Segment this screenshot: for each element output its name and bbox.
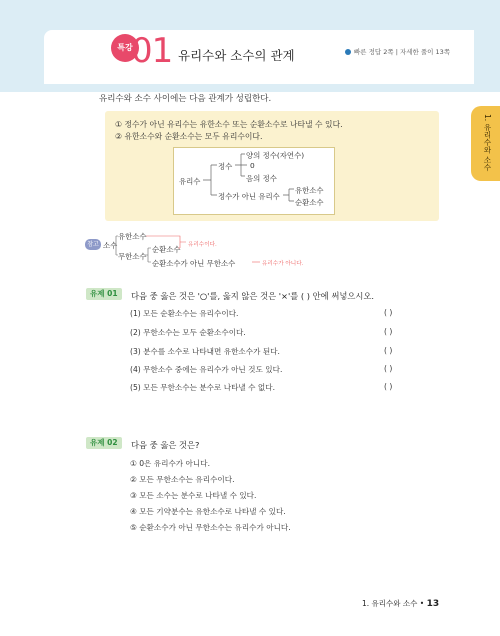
tree-zero: 0 [250, 161, 255, 170]
tree-finite: 유한소수 [295, 186, 324, 195]
note-repeating: 순환소수 [152, 245, 181, 254]
tree-negative-int: 음의 정수 [246, 174, 277, 183]
tree-integer: 정수 [218, 162, 233, 171]
tree-non-integer: 정수가 아닌 유리수 [218, 192, 280, 201]
example-1-badge: 유제 01 [86, 288, 122, 300]
answer-reference: 빠른 정답 2쪽 | 자세한 풀이 13쪽 [345, 47, 450, 56]
note-irrational: 유리수가 아니다. [262, 261, 304, 267]
example-2-question: 다음 중 옳은 것은? [131, 440, 200, 450]
tree-rational: 유리수 [179, 177, 201, 186]
tree-positive-int: 양의 정수(자연수) [246, 151, 305, 160]
example-2-option: ③ 모든 소수는 분수로 나타낼 수 있다. [130, 491, 257, 500]
answer-blank[interactable]: ( ) [384, 364, 393, 373]
answer-blank[interactable]: ( ) [384, 308, 393, 317]
example-1-item: (4) 무한소수 중에는 유리수가 아닌 것도 있다. [130, 365, 283, 374]
page-number: 13 [426, 599, 440, 609]
example-2-option: ② 모든 무한소수는 유리수이다. [130, 475, 235, 484]
example-2-option: ④ 모든 기약분수는 유한소수로 나타낼 수 있다. [130, 507, 286, 516]
example-2-option: ① 0은 유리수가 아니다. [130, 459, 210, 468]
note-rational: 유리수이다. [188, 242, 217, 248]
example-1-item: (3) 분수를 소수로 나타내면 유한소수가 된다. [130, 347, 280, 356]
example-1-item: (5) 모든 무한소수는 분수로 나타낼 수 없다. [130, 383, 276, 392]
summary-line-1: ① 정수가 아닌 유리수는 유한소수 또는 순환소수로 나타낼 수 있다. [115, 120, 343, 129]
tree-connectors [173, 147, 333, 213]
lecture-number: 01 [131, 31, 173, 71]
note-infinite: 무한소수 [118, 252, 147, 261]
example-2-option: ⑤ 순환소수가 아닌 무한소수는 유리수가 아니다. [130, 523, 291, 532]
footer-separator: • [419, 599, 425, 608]
note-badge: 참고 [85, 239, 101, 250]
answer-blank[interactable]: ( ) [384, 346, 393, 355]
tree-repeating: 순환소수 [295, 198, 324, 207]
example-1-item: (2) 무한소수는 모두 순환소수이다. [130, 328, 246, 337]
answer-blank[interactable]: ( ) [384, 382, 393, 391]
example-1-question: 다음 중 옳은 것은 '○'를, 옳지 않은 것은 '×'를 ( ) 안에 써넣으시오. [131, 291, 375, 301]
note-finite: 유한소수 [118, 232, 147, 241]
example-2-badge: 유제 02 [86, 437, 122, 449]
bullet-icon [345, 49, 351, 55]
answer-blank[interactable]: ( ) [384, 327, 393, 336]
chapter-side-label: 1. 유리수와 소수 [483, 114, 492, 171]
footer-chapter: 1. 유리수와 소수 [362, 599, 418, 608]
page-title: 유리수와 소수의 관계 [178, 48, 295, 63]
example-1-item: (1) 모든 순환소수는 유리수이다. [130, 309, 239, 318]
intro-text: 유리수와 소수 사이에는 다음 관계가 성립한다. [99, 94, 272, 104]
note-decimal: 소수 [103, 241, 118, 250]
summary-line-2: ② 유한소수와 순환소수는 모두 유리수이다. [115, 132, 263, 141]
special-lecture-label: 특강 [117, 43, 133, 52]
page-footer [362, 598, 439, 609]
note-non-repeating: 순환소수가 아닌 무한소수 [152, 259, 236, 268]
